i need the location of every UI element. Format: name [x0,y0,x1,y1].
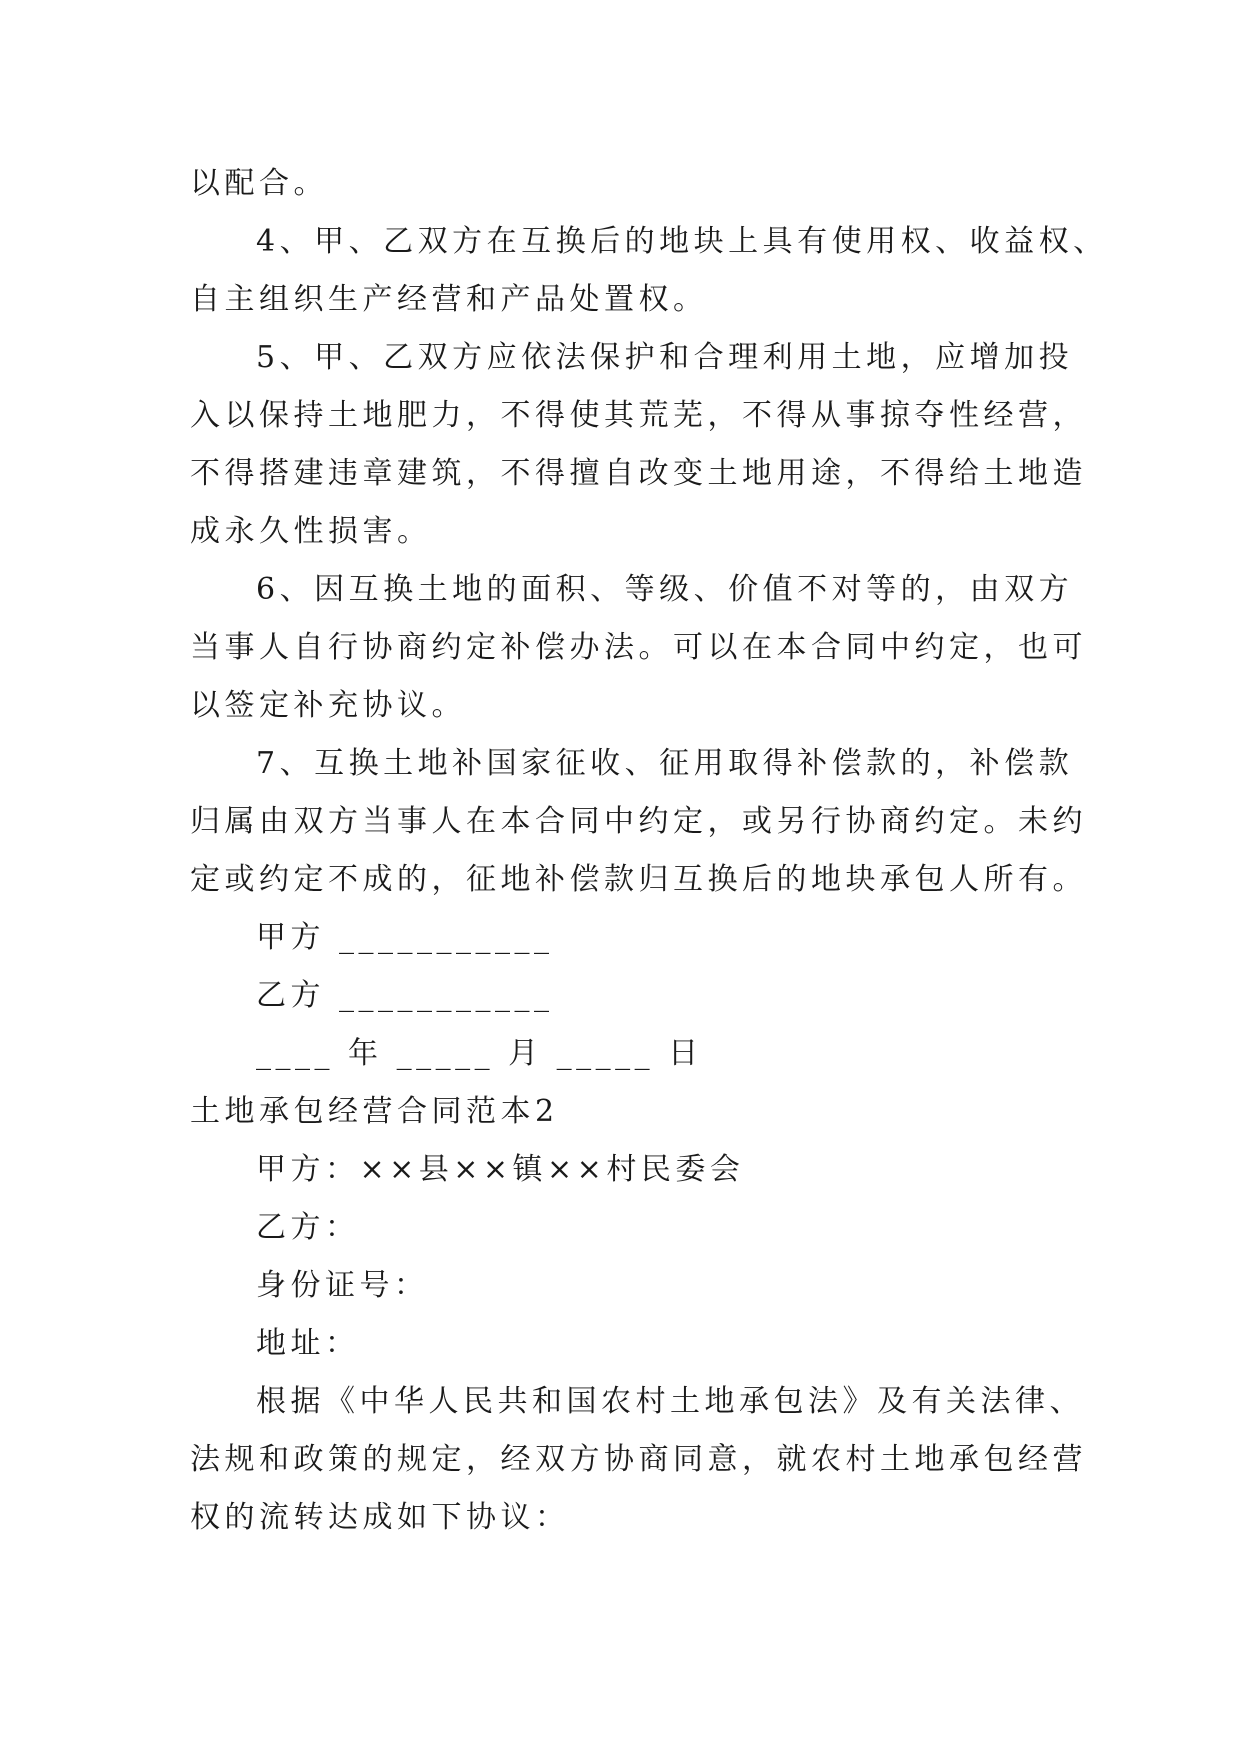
document-line: 6、因互换土地的面积、等级、价值不对等的，由双方 [256,572,1074,607]
document-line: 成永久性损害。 [190,514,432,549]
document-line: 土地承包经营合同范本2 [190,1094,559,1129]
document-line: 当事人自行协商约定补偿办法。可以在本合同中约定，也可 [190,630,1087,665]
document-line: 权的流转达成如下协议： [190,1500,570,1535]
document-line: 身份证号： [256,1268,429,1303]
document-line: 5、甲、乙双方应依法保护和合理利用土地，应增加投 [256,340,1074,375]
document-line: 7、互换土地补国家征收、征用取得补偿款的，补偿款 [256,746,1074,781]
document-line: 乙方： [256,1210,360,1245]
document-line: 根据《中华人民共和国农村土地承包法》及有关法律、 [256,1384,1084,1419]
document-body [190,155,1108,1547]
document-line: 以签定补充协议。 [190,688,466,723]
document-line: 入以保持土地肥力，不得使其荒芜，不得从事掠夺性经营， [190,398,1087,433]
document-line: 4、甲、乙双方在互换后的地块上具有使用权、收益权、 [256,224,1108,259]
document-line: ____ 年 _____ 月 _____ 日 [256,1036,703,1071]
document-line: 甲方：××县××镇××村民委会 [256,1152,745,1187]
document-line: 地址： [256,1326,360,1361]
document-line: 自主组织生产经营和产品处置权。 [190,282,708,317]
document-line: 以配合。 [190,166,328,201]
document-line: 法规和政策的规定，经双方协商同意，就农村土地承包经营 [190,1442,1087,1477]
document-line: 归属由双方当事人在本合同中约定，或另行协商约定。未约 [190,804,1087,839]
document-line: 甲方 ___________ [256,920,554,955]
document-line: 不得搭建违章建筑，不得擅自改变土地用途，不得给土地造 [190,456,1087,491]
document-line: 乙方 ___________ [256,978,554,1013]
document-line: 定或约定不成的，征地补偿款归互换后的地块承包人所有。 [190,862,1087,897]
